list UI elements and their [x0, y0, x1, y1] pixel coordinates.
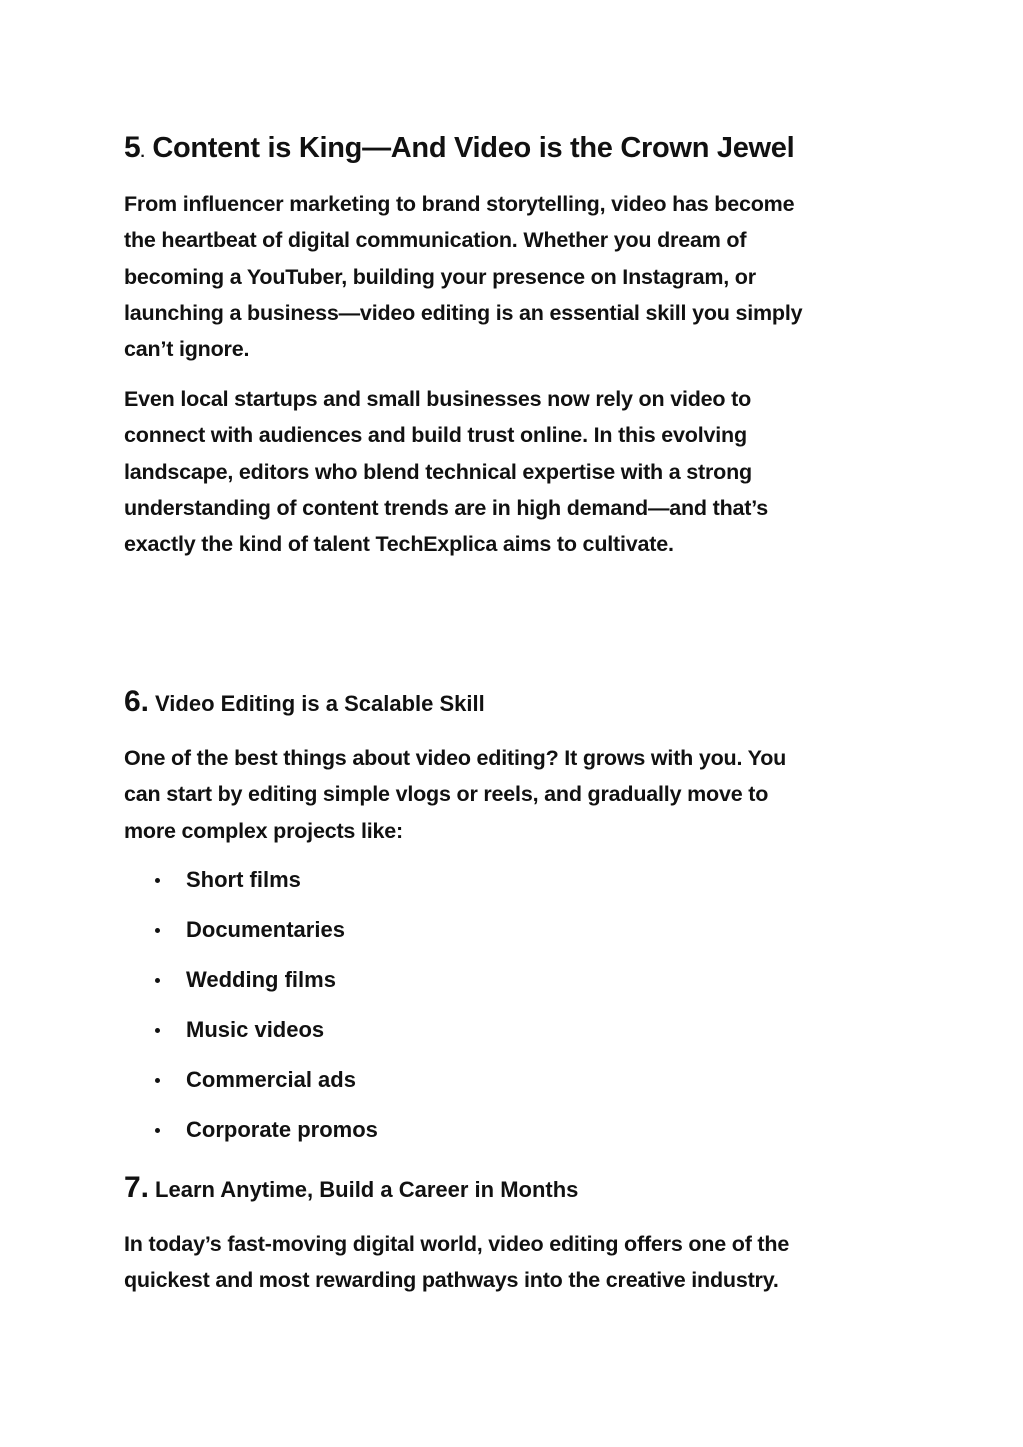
bullet-dot-icon: [155, 978, 160, 983]
list-item-label: Music videos: [186, 1017, 325, 1042]
paragraph-line: can start by editing simple vlogs or reels, and gradually move to: [124, 782, 769, 807]
bullet-dot-icon: [155, 1028, 160, 1033]
bullet-dot-icon: [155, 1128, 160, 1133]
section-5-paragraph-1: [124, 186, 904, 367]
list-item-label: Documentaries: [186, 917, 345, 942]
bullet-dot-icon: [155, 1078, 160, 1083]
paragraph-line: In today’s fast-moving digital world, video editing offers one of the: [124, 1232, 790, 1256]
list-item: [124, 915, 904, 965]
list-item: [124, 1115, 904, 1165]
list-item: [124, 865, 904, 915]
paragraph-line: exactly the kind of talent TechExplica aims to cultivate.: [124, 532, 674, 557]
list-item-label: Short films: [186, 867, 301, 892]
paragraph-line: From influencer marketing to brand storytelling, video has become: [124, 192, 795, 216]
paragraph-line: understanding of content trends are in high demand—and that’s: [124, 495, 768, 520]
paragraph-line: can’t ignore.: [124, 337, 250, 362]
paragraph-line: the heartbeat of digital communication. Whether you dream of: [124, 228, 747, 253]
section-7-paragraph: [124, 1226, 904, 1299]
list-item: [124, 965, 904, 1015]
bullet-dot-icon: [155, 878, 160, 883]
section-5-number: 5: [124, 131, 141, 164]
list-item-label: Commercial ads: [186, 1067, 356, 1092]
paragraph-line: becoming a YouTuber, building your presence on Instagram, or: [124, 264, 756, 289]
section-7-title: Learn Anytime, Build a Career in Months: [155, 1177, 579, 1202]
section-5-heading: [124, 130, 904, 171]
paragraph-line: One of the best things about video editing? It grows with you. You: [124, 746, 787, 770]
section-7-number: 7.: [124, 1171, 150, 1204]
bullet-dot-icon: [155, 928, 160, 933]
section-7-heading: [124, 1172, 904, 1206]
paragraph-line: quickest and most rewarding pathways into the creative industry.: [124, 1268, 779, 1293]
paragraph-line: more complex projects like:: [124, 818, 403, 843]
paragraph-line: connect with audiences and build trust online. In this evolving: [124, 423, 747, 448]
paragraph-line: Even local startups and small businesses now rely on video to: [124, 387, 752, 411]
section-6-number: 6.: [124, 685, 150, 718]
section-5-dot: .: [140, 144, 145, 161]
list-item-label: Corporate promos: [186, 1117, 378, 1142]
section-6-paragraph: [124, 740, 904, 849]
list-item-label: Wedding films: [186, 967, 336, 992]
section-6-heading: [124, 686, 904, 720]
paragraph-line: landscape, editors who blend technical expertise with a strong: [124, 459, 752, 484]
section-5-paragraph-2: [124, 381, 904, 562]
section-6-title: Video Editing is a Scalable Skill: [155, 691, 485, 716]
project-types-list: [124, 865, 904, 1165]
section-5-title: Content is King—And Video is the Crown Jewel: [152, 132, 795, 164]
list-item: [124, 1065, 904, 1115]
list-item: [124, 1015, 904, 1065]
paragraph-line: launching a business—video editing is an essential skill you simply: [124, 300, 803, 325]
